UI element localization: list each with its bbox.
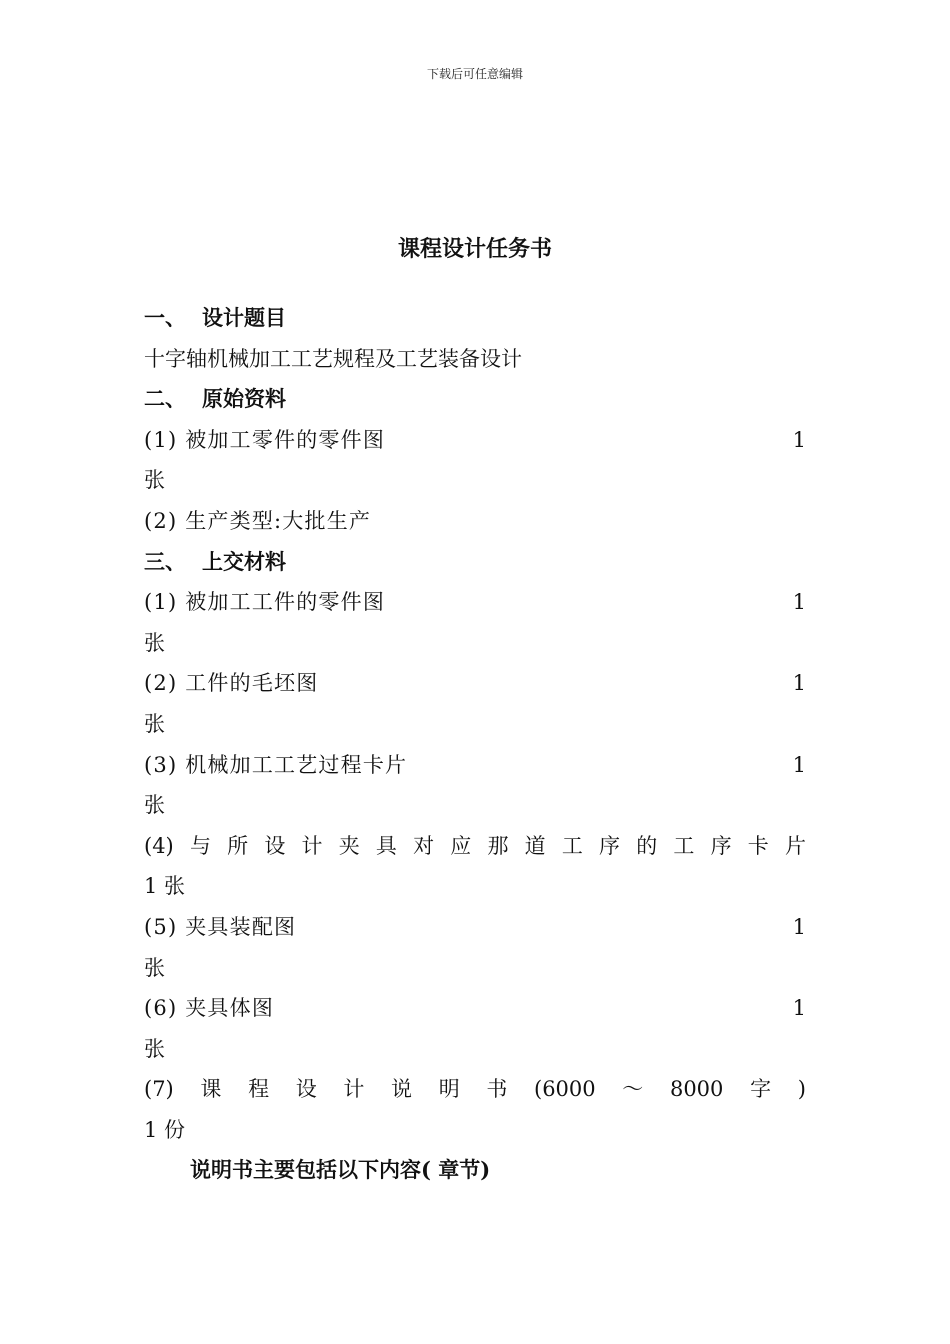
list-item-justified: [144, 1069, 806, 1110]
justified-char: (6000: [534, 1077, 596, 1102]
justified-char: 工: [673, 833, 695, 858]
item-unit: 张: [144, 793, 165, 818]
justified-char: 字: [750, 1077, 772, 1102]
item-label: (2) 工件的毛坯图: [144, 671, 319, 696]
justified-char: 片: [784, 833, 806, 858]
justified-char: 设: [264, 833, 286, 858]
justified-char: 程: [248, 1077, 270, 1102]
subsection-heading: 说明书主要包括以下内容( 章节): [190, 1157, 491, 1183]
justified-char: 应: [450, 833, 472, 858]
section-number: 三、: [144, 548, 186, 574]
item-unit: 张: [144, 955, 165, 980]
item-unit: 张: [144, 1036, 165, 1061]
list-item-justified: [144, 826, 806, 867]
item-quantity: 1: [792, 427, 806, 452]
item-unit: 张: [144, 630, 165, 655]
list-item: [144, 745, 806, 786]
justified-char: 与: [189, 833, 211, 858]
section-title: 设计题目: [202, 305, 286, 330]
justified-char: 计: [301, 833, 323, 858]
item-quantity: 1: [792, 752, 806, 777]
justified-char: (7): [144, 1077, 174, 1102]
item-label: (1) 被加工零件的零件图: [144, 427, 386, 452]
item-unit: 1 份: [144, 1117, 186, 1142]
list-item: [144, 420, 806, 461]
justified-char: 设: [295, 1077, 317, 1102]
item-label: (6) 夹具体图: [144, 996, 275, 1021]
item-label: (5) 夹具装配图: [144, 914, 297, 939]
section-heading-3: [144, 542, 806, 583]
justified-char: 明: [438, 1077, 460, 1102]
justified-char: 书: [486, 1077, 508, 1102]
justified-char: 卡: [747, 833, 769, 858]
justified-char: 所: [227, 833, 249, 858]
justified-char: 计: [343, 1077, 365, 1102]
list-item: [144, 907, 806, 948]
document-title: 课程设计任务书: [397, 236, 552, 262]
justified-char: 说: [391, 1077, 413, 1102]
justified-char: ): [797, 1077, 806, 1102]
justified-char: 序: [710, 833, 732, 858]
justified-char: 具: [375, 833, 397, 858]
list-item: [144, 582, 806, 623]
item-unit: 张: [144, 711, 165, 736]
justified-char: 那: [487, 833, 509, 858]
section-heading-2: [144, 379, 806, 420]
document-body: [144, 298, 806, 1191]
item-label: (3) 机械加工工艺过程卡片: [144, 752, 408, 777]
item-quantity: 1: [792, 590, 806, 615]
justified-char: 道: [524, 833, 546, 858]
justified-char: 序: [599, 833, 620, 858]
section-number: 一、: [144, 305, 186, 330]
justified-char: 对: [413, 833, 435, 858]
justified-char: 8000: [669, 1077, 724, 1102]
justified-char: (4): [144, 833, 174, 858]
item-quantity: 1: [792, 914, 806, 939]
item-unit: 张: [144, 468, 165, 493]
list-item: [144, 501, 806, 542]
list-item: [144, 663, 806, 704]
section-heading-1: [144, 298, 806, 339]
justified-char: ～: [622, 1077, 644, 1102]
list-item: [144, 988, 806, 1029]
section-title: 原始资料: [202, 386, 286, 412]
item-quantity: 1: [792, 996, 806, 1021]
design-topic-text: 十字轴机械加工工艺规程及工艺装备设计: [144, 346, 522, 371]
section-title: 上交材料: [202, 548, 286, 574]
justified-char: 课: [200, 1077, 222, 1102]
item-quantity: 1: [792, 671, 806, 696]
justified-char: 的: [636, 833, 658, 858]
item-unit: 1 张: [144, 874, 186, 899]
section-number: 二、: [144, 386, 186, 412]
header-note: 下载后可任意编辑: [426, 67, 523, 81]
item-label: (1) 被加工工件的零件图: [144, 590, 386, 615]
item-label: (2) 生产类型:大批生产: [144, 508, 372, 533]
justified-char: 夹: [338, 833, 360, 858]
justified-char: 工: [561, 833, 583, 858]
